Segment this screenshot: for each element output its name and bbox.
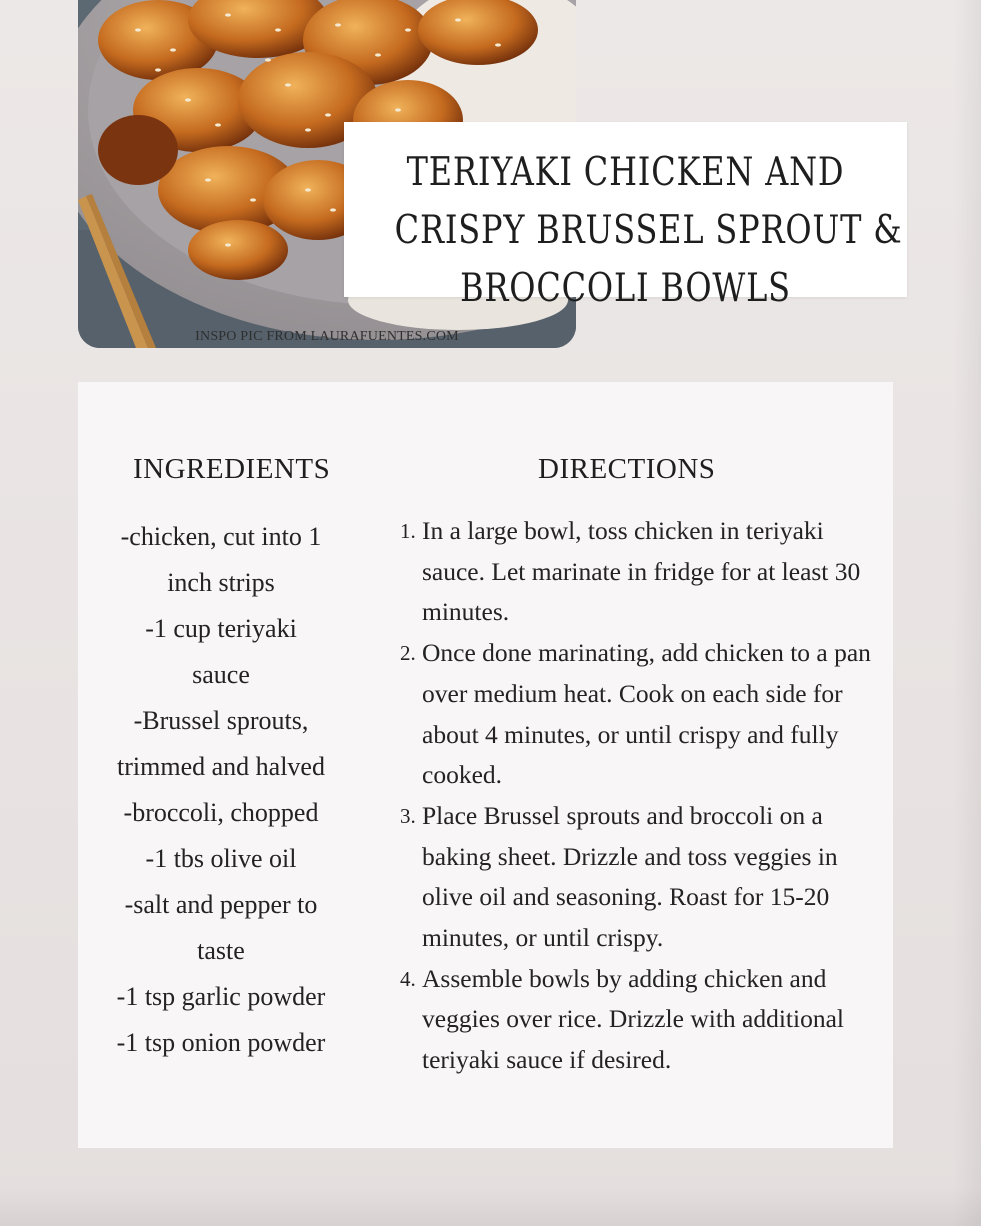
ingredient-line: -chicken, cut into 1 xyxy=(120,522,322,551)
step-number: 2. xyxy=(400,641,416,666)
title-card xyxy=(344,122,907,311)
ingredient-line: -1 tsp onion powder xyxy=(116,1028,326,1057)
ingredient-line: -1 tbs olive oil xyxy=(145,844,297,873)
ingredient-line: -1 tsp garlic powder xyxy=(116,982,326,1011)
step-text: Place Brussel sprouts and broccoli on a baking sheet. Drizzle and toss veggies in olive oil and seasoning. Roast for 15-20 minutes, or until crispy. xyxy=(422,800,838,953)
recipe-title xyxy=(394,144,903,318)
direction-step xyxy=(400,511,880,633)
step-text: Assemble bowls by adding chicken and veggies over rice. Drizzle with additional teriyaki sauce if desired. xyxy=(422,963,845,1075)
ingredient-line: taste xyxy=(197,936,245,965)
directions-heading: DIRECTIONS xyxy=(538,453,716,485)
recipe-title-line: BROCCOLI BOWLS xyxy=(460,266,791,311)
step-text: Once done marinating, add chicken to a pan over medium heat. Cook on each side for about 4 minutes, or until crispy and fully cooked. xyxy=(422,638,871,790)
direction-step xyxy=(400,796,880,959)
directions-list xyxy=(400,511,880,1081)
step-number: 3. xyxy=(400,803,416,828)
page-bottom-shade xyxy=(0,1186,981,1226)
recipe-title-line: CRISPY BRUSSEL SPROUT & xyxy=(394,208,903,253)
recipe-title-line: TERIYAKI CHICKEN AND xyxy=(406,150,845,195)
ingredient-line: sauce xyxy=(192,660,250,689)
step-number: 4. xyxy=(400,966,416,991)
step-number: 1. xyxy=(400,519,416,543)
step-text: In a large bowl, toss chicken in teriyaki sauce. Let marinate in fridge for at least 30 minutes. xyxy=(422,516,861,627)
ingredient-line: inch strips xyxy=(167,568,275,597)
ingredient-line: -1 cup teriyaki xyxy=(145,614,297,643)
ingredient-line: -salt and pepper to xyxy=(124,890,318,919)
direction-step xyxy=(400,959,880,1081)
photo-credit: INSPO PIC FROM LAURAFUENTES.COM xyxy=(195,329,459,344)
ingredient-line: trimmed and halved xyxy=(117,752,325,781)
page-edge-shade xyxy=(953,0,981,1226)
ingredients-list xyxy=(90,514,352,1066)
ingredient-line: -broccoli, chopped xyxy=(123,798,319,827)
direction-step xyxy=(400,633,880,796)
ingredient-line: -Brussel sprouts, xyxy=(133,706,309,735)
ingredients-heading: INGREDIENTS xyxy=(133,453,331,485)
